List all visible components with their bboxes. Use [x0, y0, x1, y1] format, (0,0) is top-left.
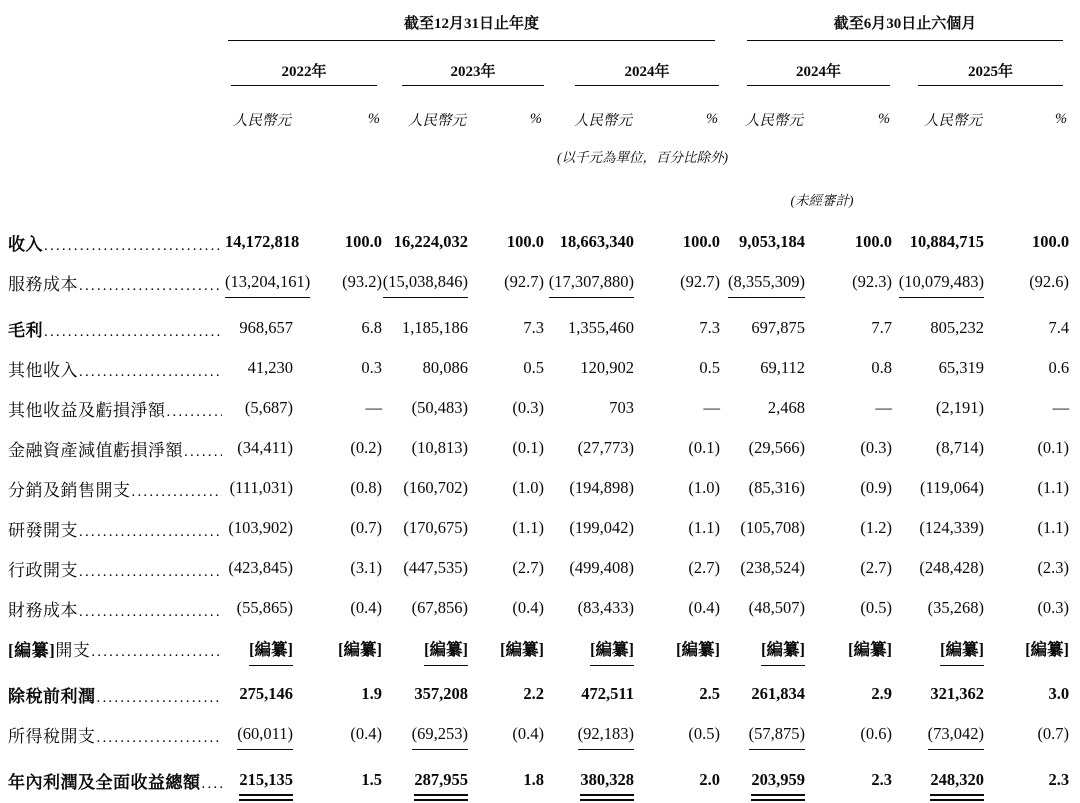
cell-value: (160,702): [403, 478, 468, 497]
dot-leader: [79, 278, 222, 295]
year-header-2024: 2024年: [575, 62, 719, 86]
row-label: 服務成本: [8, 274, 78, 294]
year-header-2024-interim: 2024年: [747, 62, 890, 86]
cell-value: (1.0): [512, 478, 544, 497]
cell-value: (67,856): [411, 598, 468, 617]
cell-value: 7.3: [699, 318, 721, 337]
cell-value: (170,675): [403, 518, 468, 537]
cell-value: (92.7): [680, 272, 721, 291]
period-group-row: [8, 12, 1069, 56]
cell-value: 703: [609, 398, 634, 417]
subheader-percent: %: [705, 110, 719, 127]
dot-leader: [202, 776, 223, 793]
cell-value: (0.4): [350, 724, 382, 743]
subheader-currency: 人民幣元: [574, 112, 632, 129]
cell-value: (0.6): [860, 724, 893, 743]
cell-value: (10,813): [411, 438, 468, 457]
cell-value: (0.9): [860, 478, 893, 497]
cell-value: (57,875): [720, 714, 805, 754]
cell-value: (119,064): [920, 478, 985, 497]
cell-value: 1.5: [361, 770, 382, 789]
cell-value: 1,355,460: [568, 318, 634, 337]
row-label: 研發開支: [8, 520, 78, 540]
units-note: (以千元為單位，百分比除外): [557, 150, 729, 165]
cell-value: (2.7): [512, 558, 544, 577]
cell-value: (0.1): [688, 438, 721, 457]
cell-value: (194,898): [569, 478, 634, 497]
cell-value: 0.6: [1048, 358, 1070, 377]
table-row: [8, 714, 1069, 754]
cell-value: (5,687): [244, 398, 293, 417]
unaudited-note: (未經審計): [790, 193, 854, 208]
row-label: 收入: [8, 234, 43, 254]
row-label: 分銷及銷售開支: [8, 480, 131, 500]
dot-leader: [44, 324, 222, 341]
cell-value: (83,433): [577, 598, 634, 617]
dot-leader: [79, 364, 222, 381]
cell-value: (447,535): [403, 558, 468, 577]
dot-leader: [167, 404, 223, 421]
cell-value: 215,135: [225, 754, 293, 800]
cell-value: (0.3): [860, 438, 893, 457]
cell-value: 100.0: [344, 232, 382, 251]
table-row: [8, 348, 1069, 388]
dot-leader: [44, 238, 222, 255]
year-header-2025-interim: 2025年: [918, 62, 1063, 86]
cell-value: (499,408): [569, 558, 634, 577]
cell-value: [編纂]: [338, 640, 382, 659]
cell-value: [編纂]: [848, 640, 893, 659]
cell-value: (13,204,161): [225, 262, 293, 302]
cell-value: (0.4): [512, 724, 544, 743]
cell-value: 1.9: [361, 684, 382, 703]
cell-value: (92.6): [1029, 272, 1070, 291]
cell-value: [編纂]: [382, 628, 468, 668]
dot-leader: [97, 690, 223, 707]
cell-value: 2.0: [699, 770, 721, 789]
cell-value: (55,865): [236, 598, 293, 617]
table-row: [8, 754, 1069, 800]
cell-value: (69,253): [382, 714, 468, 754]
table-row: [8, 262, 1069, 302]
cell-value: 275,146: [239, 684, 293, 703]
cell-value: (248,428): [919, 558, 985, 577]
cell-value: (0.5): [688, 724, 721, 743]
row-label: 年內利潤及全面收益總額: [8, 772, 201, 792]
table-row: [8, 222, 1069, 262]
cell-value: 10,884,715: [909, 232, 985, 251]
cell-value: (60,011): [225, 714, 293, 754]
income-statement-table: [8, 12, 1069, 800]
subheader-currency: 人民幣元: [745, 112, 804, 129]
cell-value: [編纂]: [1025, 640, 1070, 659]
cell-value: (0.1): [512, 438, 544, 457]
cell-value: 1.8: [523, 770, 544, 789]
cell-value: 261,834: [751, 684, 806, 703]
table-row: [8, 668, 1069, 714]
dot-leader: [91, 644, 222, 661]
cell-value: (0.4): [512, 598, 544, 617]
table-row: [8, 468, 1069, 508]
cell-value: 2.5: [699, 684, 721, 703]
cell-value: 120,902: [580, 358, 634, 377]
row-label: 金融資產減值虧損淨額: [8, 440, 183, 460]
cell-value: 0.3: [361, 358, 382, 377]
cell-value: 6.8: [361, 318, 382, 337]
cell-value: 7.3: [523, 318, 544, 337]
subheader-percent: %: [529, 110, 542, 127]
cell-value: (1.0): [688, 478, 721, 497]
period-group-interim: 截至6月30日止六個月: [747, 14, 1063, 41]
cell-value: 1,185,186: [402, 318, 468, 337]
cell-value: 2.2: [523, 684, 544, 703]
unaudited-note-row: [8, 176, 1069, 222]
cell-value: 805,232: [930, 318, 985, 337]
cell-value: (124,339): [919, 518, 985, 537]
cell-value: 248,320: [892, 754, 984, 800]
cell-value: 0.8: [871, 358, 893, 377]
cell-value: 697,875: [751, 318, 806, 337]
cell-value: 2.3: [1048, 770, 1070, 789]
cell-value: (27,773): [577, 438, 634, 457]
cell-value: (2.7): [860, 558, 893, 577]
cell-value: (34,411): [237, 438, 293, 457]
subheader-currency: 人民幣元: [924, 112, 983, 129]
table-row: [8, 548, 1069, 588]
cell-value: (1.1): [512, 518, 544, 537]
cell-value: 41,230: [247, 358, 293, 377]
cell-value: (48,507): [748, 598, 806, 617]
cell-value: (8,355,309): [720, 262, 805, 302]
cell-value: (50,483): [411, 398, 468, 417]
row-label: [編纂]開支: [8, 640, 91, 660]
cell-value: 472,511: [581, 684, 634, 703]
dot-leader: [132, 484, 223, 501]
cell-value: 14,172,818: [225, 232, 300, 251]
cell-value: (2,191): [935, 398, 985, 417]
cell-value: 100.0: [1031, 232, 1070, 251]
cell-value: (0.7): [1037, 724, 1070, 743]
year-header-row: [8, 56, 1069, 102]
table-body: [8, 222, 1069, 800]
cell-value: (0.1): [1037, 438, 1070, 457]
cell-value: [編纂]: [676, 640, 721, 659]
table-row: [8, 628, 1069, 668]
cell-value: (423,845): [228, 558, 293, 577]
cell-value: (0.4): [688, 598, 721, 617]
cell-value: (0.3): [512, 398, 544, 417]
cell-value: (17,307,880): [544, 262, 634, 302]
cell-value: 287,955: [382, 754, 468, 800]
cell-value: [編纂]: [720, 628, 805, 668]
dot-leader: [97, 730, 223, 747]
cell-value: —: [1052, 398, 1070, 417]
cell-value: (92,183): [544, 714, 634, 754]
cell-value: —: [875, 398, 893, 417]
row-label: 行政開支: [8, 560, 78, 580]
cell-value: 100.0: [854, 232, 893, 251]
cell-value: (3.1): [350, 558, 382, 577]
cell-value: [編纂]: [544, 628, 634, 668]
cell-value: 100.0: [506, 232, 544, 251]
cell-value: 0.5: [523, 358, 544, 377]
cell-value: [編纂]: [225, 628, 293, 668]
row-label: 財務成本: [8, 600, 78, 620]
cell-value: (73,042): [892, 714, 984, 754]
cell-value: (0.8): [350, 478, 382, 497]
cell-value: (2.7): [688, 558, 721, 577]
cell-value: 380,328: [544, 754, 634, 800]
cell-value: (2.3): [1037, 558, 1070, 577]
cell-value: 7.7: [871, 318, 893, 337]
cell-value: (105,708): [740, 518, 806, 537]
cell-value: (93.2): [342, 272, 382, 291]
cell-value: (0.5): [860, 598, 893, 617]
row-label: 除稅前利潤: [8, 686, 96, 706]
cell-value: (199,042): [569, 518, 634, 537]
cell-value: [編纂]: [892, 628, 984, 668]
cell-value: 80,086: [422, 358, 468, 377]
cell-value: [編纂]: [500, 640, 544, 659]
subheader-percent: %: [1054, 110, 1068, 127]
cell-value: (1.1): [1037, 518, 1070, 537]
cell-value: 65,319: [938, 358, 985, 377]
subheader-percent: %: [877, 110, 891, 127]
dot-leader: [79, 604, 222, 621]
cell-value: (111,031): [229, 478, 293, 497]
dot-leader: [184, 444, 222, 461]
cell-value: (29,566): [748, 438, 806, 457]
units-note-row: [8, 136, 1069, 176]
cell-value: 968,657: [239, 318, 293, 337]
subheader-row: [8, 102, 1069, 136]
cell-value: (0.7): [350, 518, 382, 537]
table-row: [8, 388, 1069, 428]
row-label: 毛利: [8, 320, 43, 340]
cell-value: (8,714): [935, 438, 985, 457]
cell-value: (15,038,846): [382, 262, 468, 302]
cell-value: (35,268): [927, 598, 985, 617]
row-label: 其他收益及虧損淨額: [8, 400, 166, 420]
cell-value: 16,224,032: [393, 232, 468, 251]
cell-value: (1.2): [860, 518, 893, 537]
cell-value: (0.2): [350, 438, 382, 457]
dot-leader: [79, 564, 222, 581]
cell-value: (103,902): [228, 518, 293, 537]
cell-value: 18,663,340: [559, 232, 634, 251]
cell-value: (92.7): [504, 272, 544, 291]
dot-leader: [79, 524, 222, 541]
row-label: 所得稅開支: [8, 726, 96, 746]
period-group-annual: 截至12月31日止年度: [228, 14, 715, 41]
cell-value: (0.4): [350, 598, 382, 617]
year-header-2022: 2022年: [231, 62, 377, 86]
cell-value: 100.0: [682, 232, 721, 251]
cell-value: 69,112: [760, 358, 806, 377]
cell-value: (92.3): [852, 272, 893, 291]
header-spacer: [8, 12, 225, 56]
cell-value: 203,959: [720, 754, 805, 800]
cell-value: —: [703, 398, 721, 417]
cell-value: (1.1): [688, 518, 721, 537]
cell-value: (85,316): [748, 478, 806, 497]
year-header-2023: 2023年: [402, 62, 544, 86]
cell-value: 357,208: [414, 684, 468, 703]
cell-value: (10,079,483): [892, 262, 984, 302]
subheader-currency: 人民幣元: [233, 112, 291, 129]
row-label: 其他收入: [8, 360, 78, 380]
cell-value: 7.4: [1048, 318, 1070, 337]
cell-value: —: [365, 398, 382, 417]
cell-value: 2,468: [767, 398, 806, 417]
cell-value: 2.9: [871, 684, 893, 703]
table-row: [8, 302, 1069, 348]
cell-value: (1.1): [1037, 478, 1070, 497]
cell-value: 321,362: [930, 684, 985, 703]
cell-value: 2.3: [871, 770, 893, 789]
table-row: [8, 428, 1069, 468]
cell-value: 0.5: [699, 358, 721, 377]
cell-value: 9,053,184: [739, 232, 806, 251]
cell-value: 3.0: [1048, 684, 1070, 703]
cell-value: (0.3): [1037, 598, 1070, 617]
cell-value: (238,524): [740, 558, 806, 577]
subheader-percent: %: [367, 110, 380, 127]
table-row: [8, 508, 1069, 548]
subheader-currency: 人民幣元: [408, 112, 466, 129]
table-row: [8, 588, 1069, 628]
